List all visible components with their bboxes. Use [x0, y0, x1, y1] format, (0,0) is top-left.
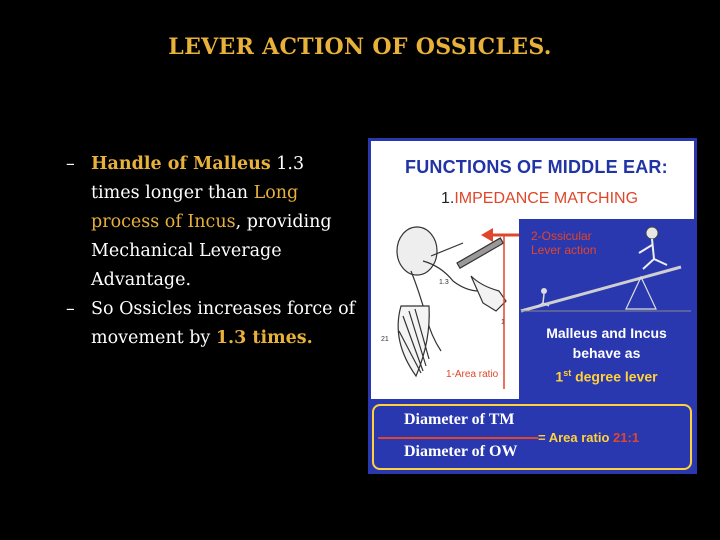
ossicular-lever-label — [531, 229, 596, 257]
handle-of-malleus-text: Handle of Malleus — [91, 154, 271, 174]
diameter-ow-label: Diameter of OW — [404, 443, 518, 460]
bullet-dash: – — [66, 154, 75, 174]
bullet2-text: So Ossicles increases force of movement by — [91, 299, 356, 348]
subheading-number: 1. — [441, 190, 455, 207]
ossicles-drawing — [397, 227, 506, 376]
label-1: 1 — [501, 319, 505, 326]
bullet-dash: – — [66, 299, 75, 319]
bullet-list — [66, 150, 356, 353]
long-process-incus-text: Long process of Incus — [91, 183, 299, 232]
lever-line-1: Malleus and Incus — [546, 325, 667, 341]
figure-top-panel — [371, 141, 694, 399]
bullet1-text-a: 1.3 times longer than — [91, 154, 305, 203]
ossicular-line-2: Lever action — [531, 243, 597, 257]
figure-subheading — [441, 190, 638, 208]
label-1-3: 1.3 — [439, 279, 449, 286]
area-ratio-value — [538, 430, 639, 445]
ratio-equals-text: = Area ratio — [538, 430, 614, 445]
middle-ear-figure — [368, 138, 697, 474]
fraction-line — [378, 437, 538, 439]
degree-number: 1 — [555, 368, 564, 385]
times-highlight: 1.3 times. — [215, 328, 313, 348]
lever-line-3 — [519, 363, 694, 387]
bullet1-text-b: , providing Mechanical Leverage Advantage. — [91, 212, 332, 290]
slide-title: LEVER ACTION OF OSSICLES. — [168, 34, 552, 60]
bullet-item-2 — [66, 295, 356, 353]
degree-text: degree lever — [571, 368, 658, 385]
degree-sup: st — [563, 368, 572, 378]
figure-heading: FUNCTIONS OF MIDDLE EAR: — [405, 157, 668, 177]
diameter-tm-label: Diameter of TM — [404, 411, 515, 428]
area-ratio-box — [372, 404, 692, 470]
subheading-text: IMPEDANCE MATCHING — [454, 190, 639, 207]
area-ratio-label: 1-Area ratio — [446, 369, 499, 380]
ratio-number: 21:1 — [613, 430, 640, 445]
ossicular-line-1: 2-Ossicular — [531, 229, 592, 243]
lever-line-2: behave as — [572, 345, 641, 361]
lever-description — [519, 323, 694, 387]
bullet-item-1 — [66, 150, 356, 295]
label-21: 21 — [381, 336, 389, 343]
